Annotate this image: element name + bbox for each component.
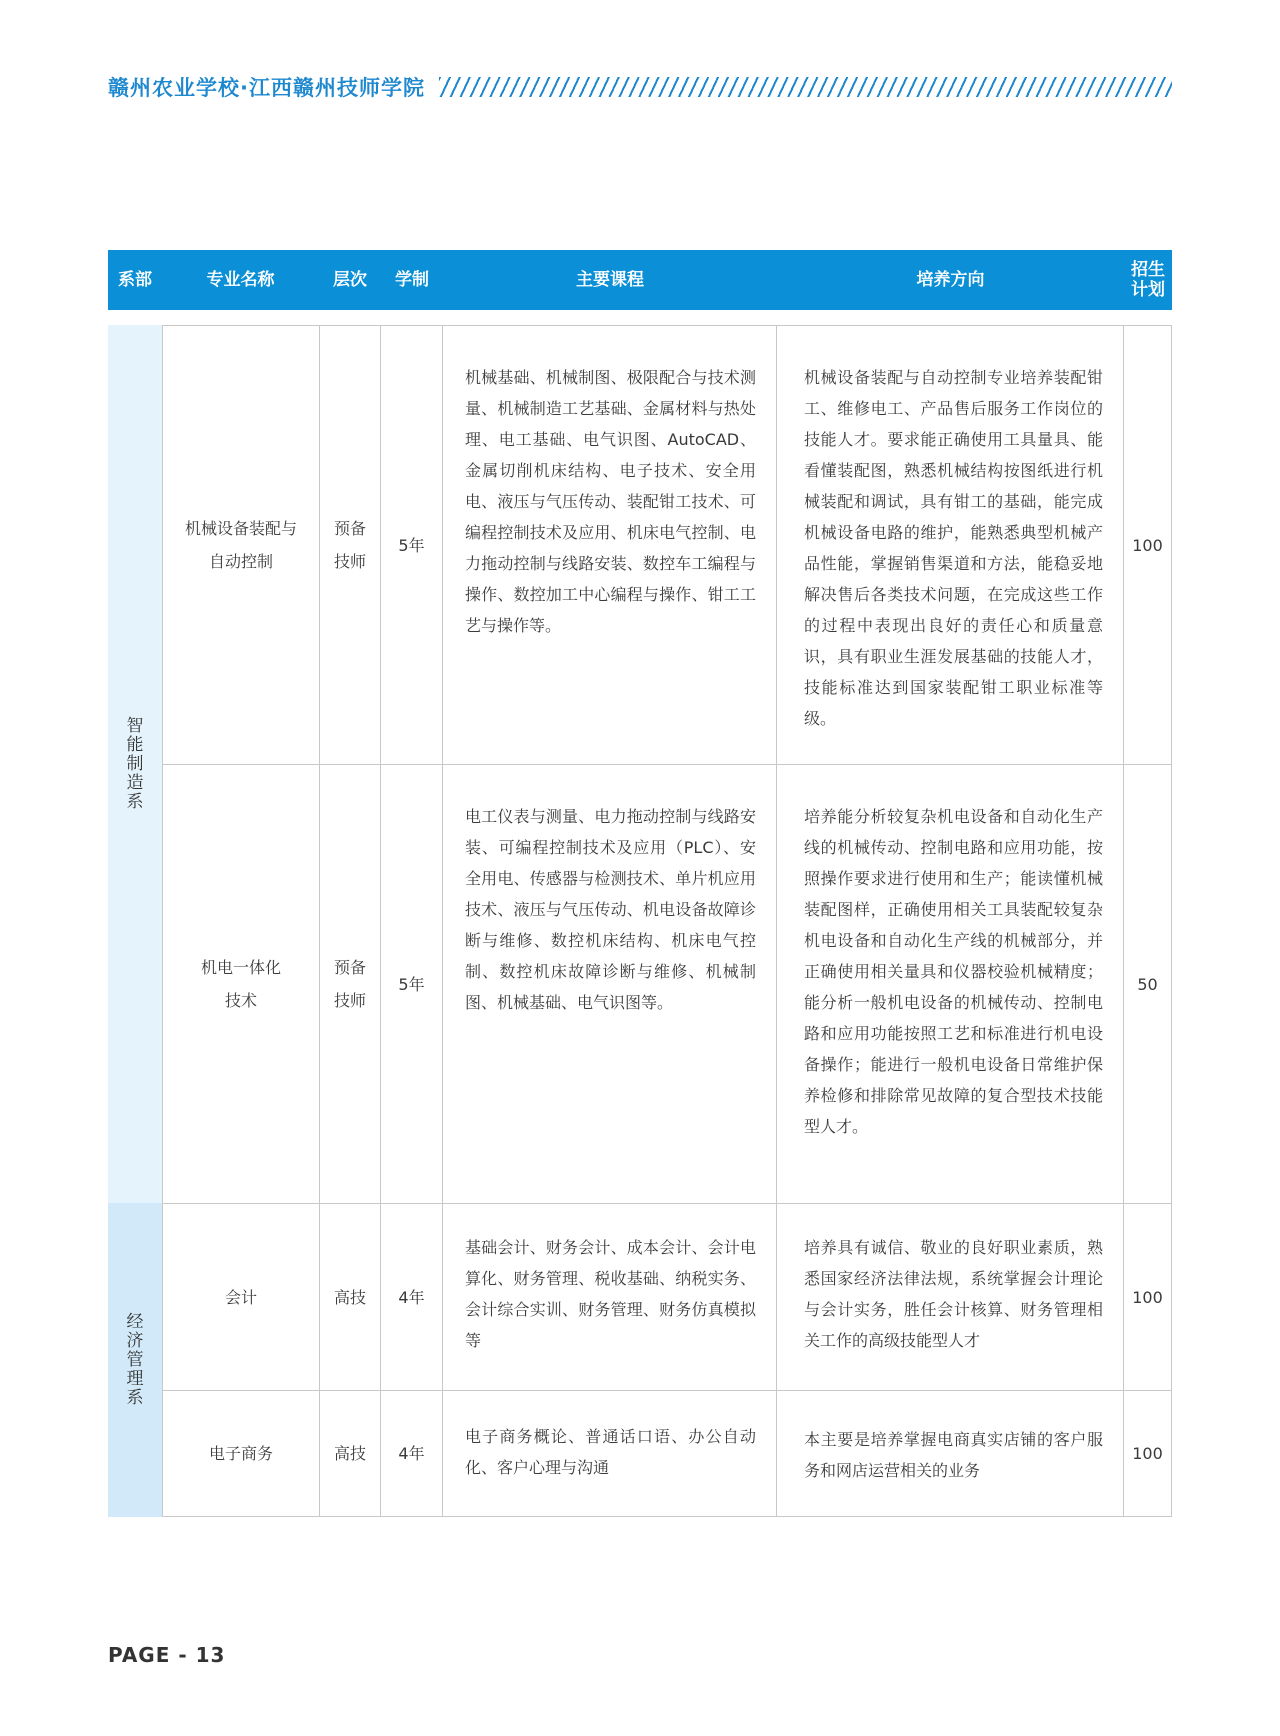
- training-direction: 培养具有诚信、敬业的良好职业素质，熟悉国家经济法律法规，系统掌握会计理论与会计实务，胜任会计核算、财务管理相关工作的高级技能型人才: [776, 1204, 1123, 1390]
- years: 4年: [380, 1204, 442, 1390]
- major-name: 机械设备装配与自动控制: [162, 326, 319, 764]
- level: 高技: [319, 1391, 380, 1516]
- main-courses: 电工仪表与测量、电力拖动控制与线路安装、可编程控制技术及应用（PLC）、安全用电、传感器与检测技术、单片机应用技术、液压与气压传动、机电设备故障诊断与维修、数控机床结构、机床电气控制、数控机床故障诊断与维修、机械制图、机械基础、电气识图等。: [442, 765, 776, 1203]
- level: 预备技师: [319, 326, 380, 764]
- major-name: 电子商务: [162, 1391, 319, 1516]
- main-courses: 基础会计、财务会计、成本会计、会计电算化、财务管理、税收基础、纳税实务、会计综合实训、财务管理、财务仿真模拟等: [442, 1204, 776, 1390]
- table-row: [162, 1203, 1172, 1390]
- training-direction: 培养能分析较复杂机电设备和自动化生产线的机械传动、控制电路和应用功能，按照操作要求进行使用和生产；能读懂机械装配图样，正确使用相关工具装配较复杂机电设备和自动化生产线的机械部分，并正确使用相关量具和仪器校验机械精度；能分析一般机电设备的机械传动、控制电路和应用功能按照工艺和标准进行机电设备操作；能进行一般机电设备日常维护保养检修和排除常见故障的复合型技术技能型人才。: [776, 765, 1123, 1203]
- column-header-years: 学制: [395, 270, 429, 290]
- column-header-department: 系部: [118, 270, 152, 290]
- level: 预备技师: [319, 765, 380, 1203]
- column-header-direction: 培养方向: [916, 270, 985, 290]
- department-label: 智能制造系: [126, 715, 144, 812]
- training-direction: 本主要是培养掌握电商真实店铺的客户服务和网店运营相关的业务: [776, 1391, 1123, 1516]
- department-cell-economic-management: [108, 1203, 162, 1517]
- page-number: PAGE - 13: [108, 1643, 226, 1667]
- main-courses: 电子商务概论、普通话口语、办公自动化、客户心理与沟通: [442, 1391, 776, 1516]
- main-courses: 机械基础、机械制图、极限配合与技术测量、机械制造工艺基础、金属材料与热处理、电工基础、电气识图、AutoCAD、金属切削机床结构、电子技术、安全用电、液压与气压传动、装配钳工技术、可编程控制技术及应用、机床电气控制、电力拖动控制与线路安装、数控车工编程与操作、数控加工中心编程与操作、钳工工艺与操作等。: [442, 326, 776, 764]
- enrollment-plan: 100: [1123, 1391, 1172, 1516]
- training-direction: 机械设备装配与自动控制专业培养装配钳工、维修电工、产品售后服务工作岗位的技能人才。要求能正确使用工具量具、能看懂装配图，熟悉机械结构按图纸进行机械装配和调试，具有钳工的基础，能完成机械设备电路的维护，能熟悉典型机械产品性能，掌握销售渠道和方法，能稳妥地解决售后各类技术问题，在完成这些工作的过程中表现出良好的责任心和质量意识，具有职业生涯发展基础的技能人才，技能标准达到国家装配钳工职业标准等级。: [776, 326, 1123, 764]
- table-header: [108, 250, 1172, 310]
- column-header-plan: 招生计划: [1131, 260, 1165, 300]
- table-body: [108, 325, 1172, 1517]
- table-row: [162, 1390, 1172, 1517]
- department-cell-intelligent-manufacturing: [108, 325, 162, 1203]
- enrollment-plan: 100: [1123, 326, 1172, 764]
- column-header-courses: 主要课程: [576, 270, 644, 290]
- years: 5年: [380, 765, 442, 1203]
- header-stripe-decoration: [439, 77, 1172, 97]
- enrollment-plan: 50: [1123, 765, 1172, 1203]
- department-label: 经济管理系: [126, 1311, 144, 1408]
- major-name: 会计: [162, 1204, 319, 1390]
- column-header-level: 层次: [333, 270, 367, 290]
- table-row: [162, 325, 1172, 764]
- table-row: [162, 764, 1172, 1203]
- enrollment-plan: 100: [1123, 1204, 1172, 1390]
- major-name: 机电一体化技术: [162, 765, 319, 1203]
- level: 高技: [319, 1204, 380, 1390]
- years: 4年: [380, 1391, 442, 1516]
- years: 5年: [380, 326, 442, 764]
- column-header-major: 专业名称: [206, 270, 275, 290]
- school-title: 赣州农业学校·江西赣州技师学院: [108, 76, 425, 100]
- page-header: [108, 70, 1172, 104]
